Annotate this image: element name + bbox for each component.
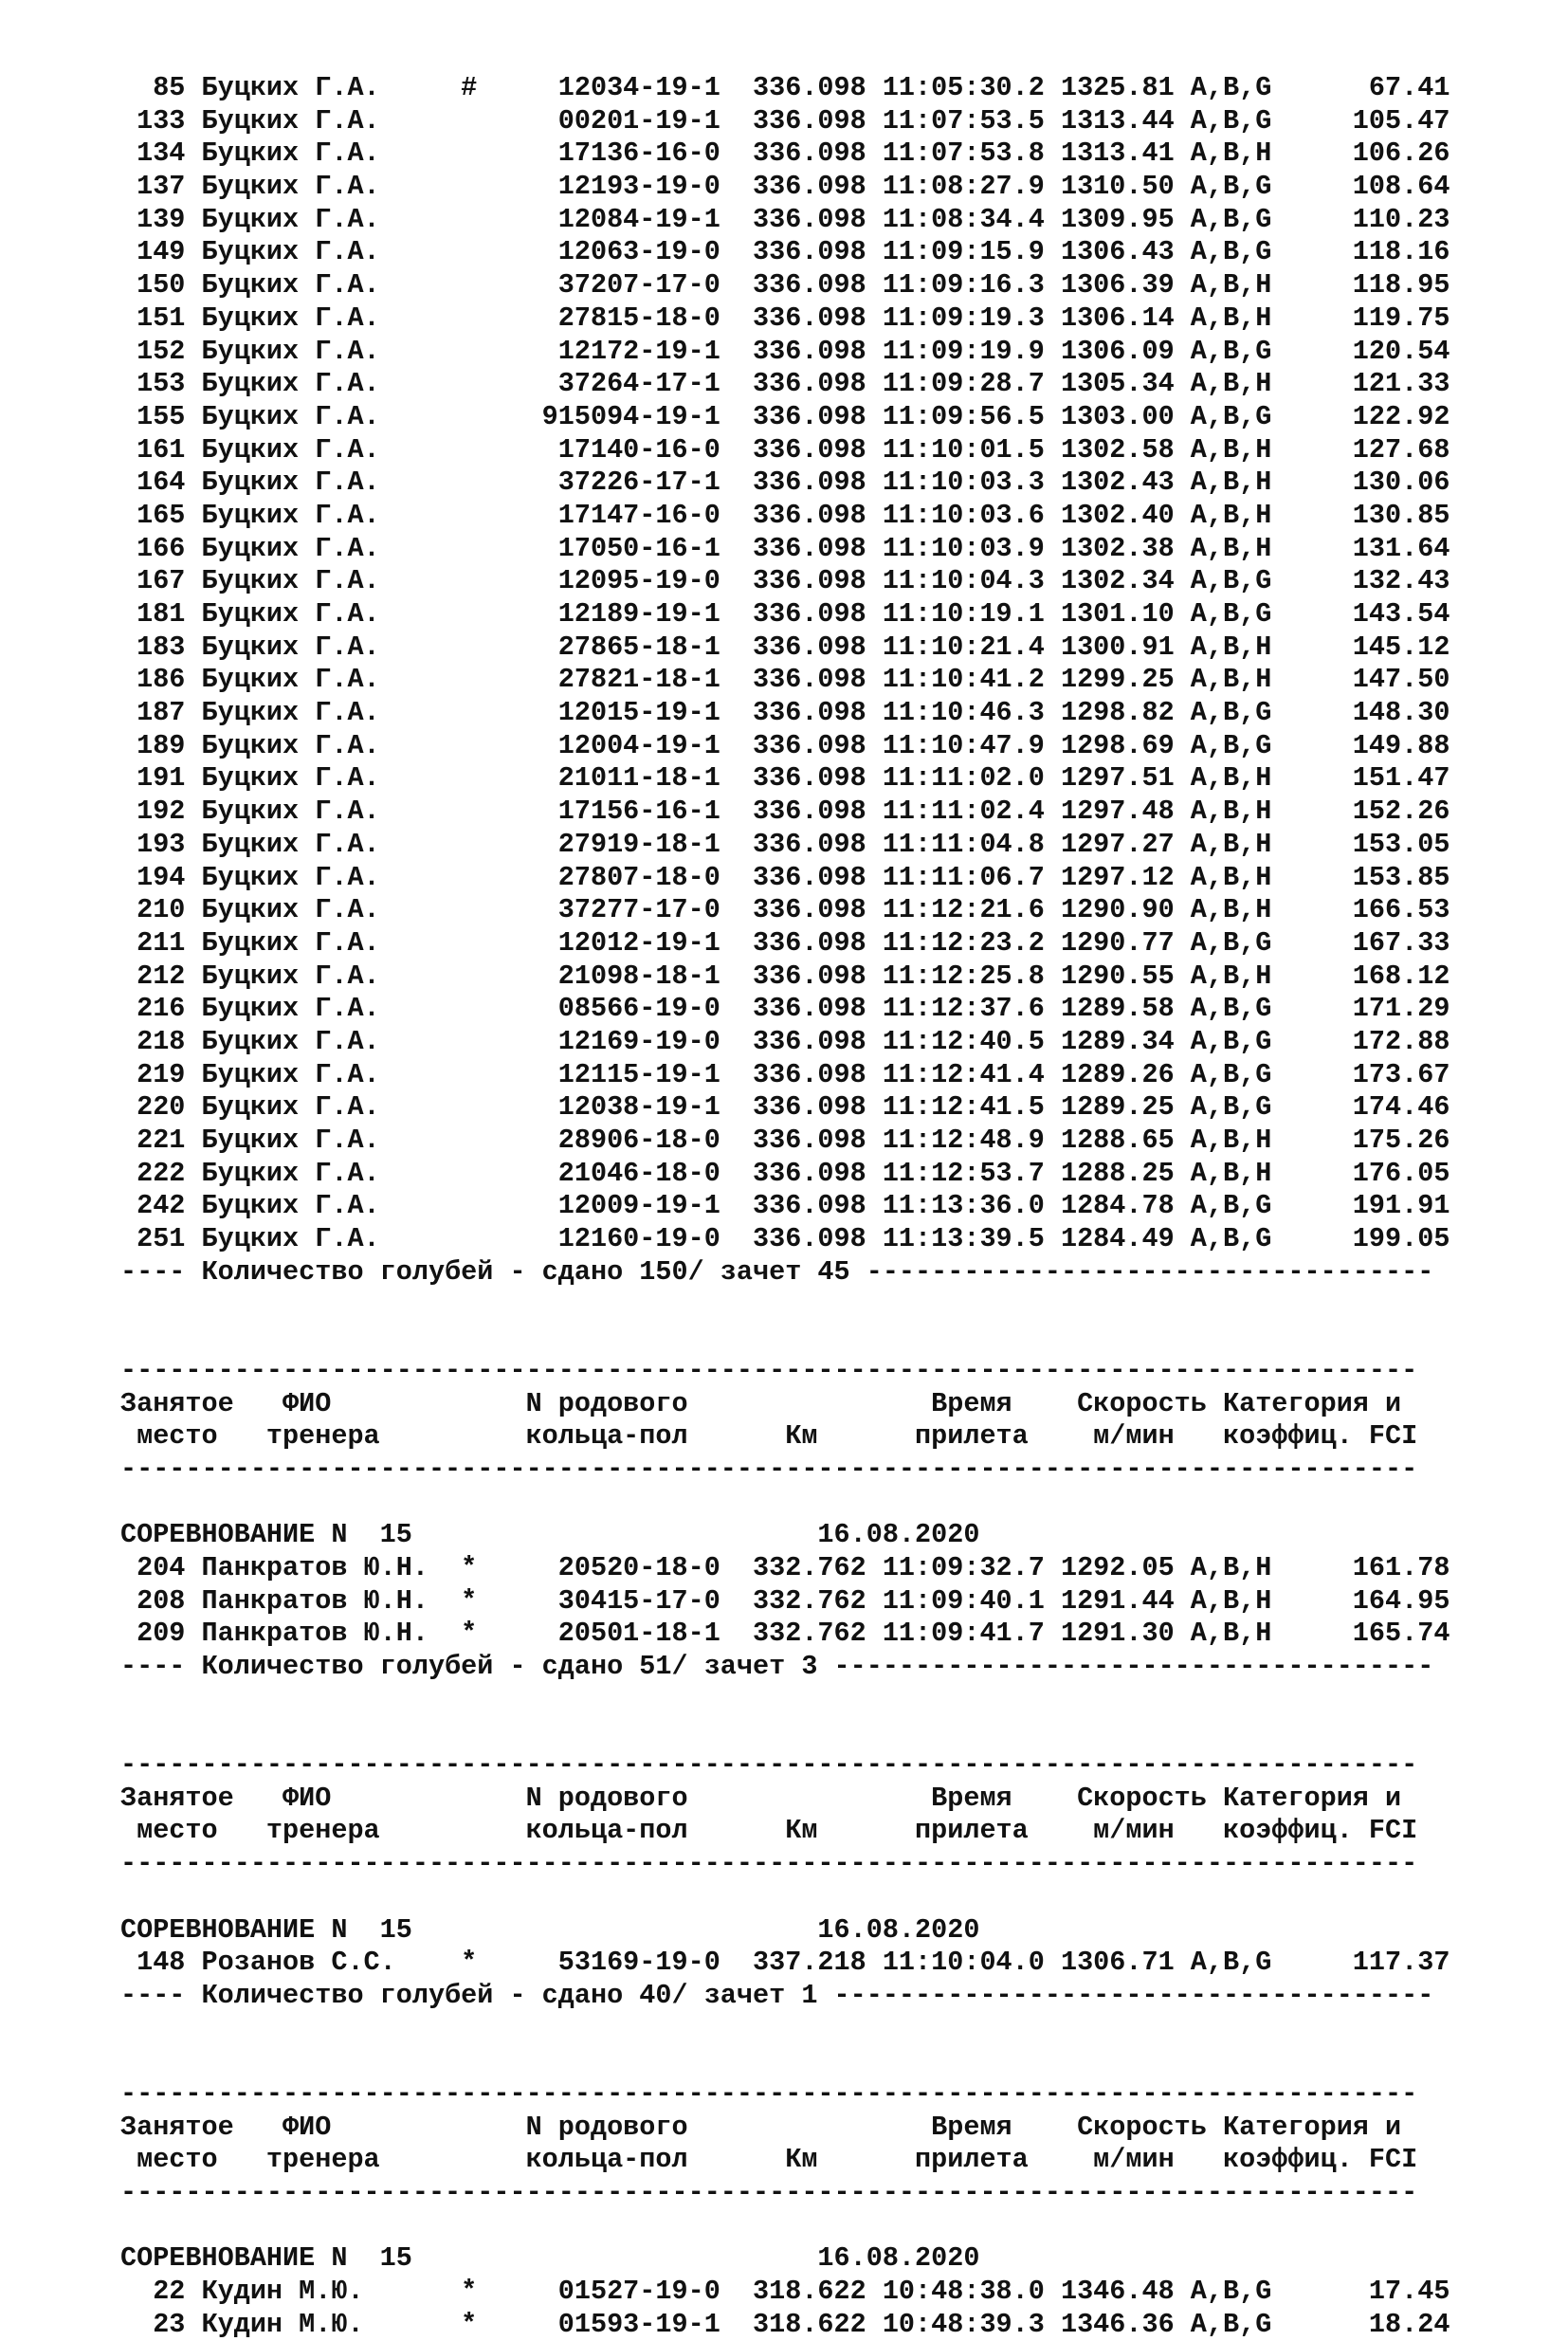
blank-line [120,1289,1542,1322]
column-header-line: Занятое ФИО N родового Время Скорость Категория и [120,1387,1402,1419]
result-row: 192 Буцких Г.А. 17156-16-1 336.098 11:11:02.4 1297.48 A,B,H 152.26 [120,796,1450,828]
result-row: 204 Панкратов Ю.Н. * 20520-18-0 332.762 11:09:32.7 1292.05 A,B,H 161.78 [120,1551,1450,1583]
result-row: 155 Буцких Г.А. 915094-19-1 336.098 11:09:56.5 1303.00 A,B,G 122.92 [120,400,1450,432]
column-header-line: место тренера кольца-пол Км прилета м/мин коэффиц. FCI [120,2144,1418,2176]
result-row: 152 Буцких Г.А. 12172-19-1 336.098 11:09:19.9 1306.09 A,B,G 120.54 [120,335,1450,367]
result-row: 211 Буцких Г.А. 12012-19-1 336.098 11:12:23.2 1290.77 A,B,G 167.33 [120,926,1450,959]
result-row: 210 Буцких Г.А. 37277-17-0 336.098 11:12:21.6 1290.90 A,B,H 166.53 [120,894,1450,926]
result-row: 221 Буцких Г.А. 28906-18-0 336.098 11:12:48.9 1288.65 A,B,H 175.26 [120,1125,1450,1156]
results-printout [120,72,1542,2341]
result-row: 251 Буцких Г.А. 12160-19-0 336.098 11:13:39.5 1284.49 A,B,G 199.05 [120,1223,1450,1255]
blank-line [120,1881,1542,1914]
blank-line [120,2045,1542,2078]
column-header-line: место тренера кольца-пол Км прилета м/мин коэффиц. FCI [120,1420,1418,1453]
result-row: 150 Буцких Г.А. 37207-17-0 336.098 11:09:16.3 1306.39 A,B,H 118.95 [120,269,1450,302]
result-row: 161 Буцких Г.А. 17140-16-0 336.098 11:10:01.5 1302.58 A,B,H 127.68 [120,433,1450,466]
result-row: 181 Буцких Г.А. 12189-19-1 336.098 11:10:19.1 1301.10 A,B,G 143.54 [120,598,1450,630]
section-summary: ---- Количество голубей - сдано 40/ зачет 1 ------------------------------------- [120,1979,1434,2011]
result-row: 189 Буцких Г.А. 12004-19-1 336.098 11:10:47.9 1298.69 A,B,G 149.88 [120,729,1450,761]
blank-line [120,1487,1542,1520]
result-row: 153 Буцких Г.А. 37264-17-1 336.098 11:09:28.7 1305.34 A,B,H 121.33 [120,368,1450,400]
rule-line: -------------------------------------------------------------------------------- [120,2177,1418,2208]
blank-line [120,2210,1542,2243]
section-summary: ---- Количество голубей - сдано 51/ зачет 3 ------------------------------------- [120,1651,1434,1682]
result-row: 187 Буцких Г.А. 12015-19-1 336.098 11:10:46.3 1298.82 A,B,G 148.30 [120,697,1450,729]
rule-line: -------------------------------------------------------------------------------- [120,1453,1418,1485]
result-row: 85 Буцких Г.А. # 12034-19-1 336.098 11:05:30.2 1325.81 A,B,G 67.41 [120,72,1450,103]
result-row: 183 Буцких Г.А. 27865-18-1 336.098 11:10:21.4 1300.91 A,B,H 145.12 [120,631,1450,663]
result-row: 209 Панкратов Ю.Н. * 20501-18-1 332.762 11:09:41.7 1291.30 A,B,H 165.74 [120,1618,1450,1650]
blank-line [120,1322,1542,1355]
rule-line: -------------------------------------------------------------------------------- [120,1848,1418,1880]
column-header-line: Занятое ФИО N родового Время Скорость Категория и [120,2111,1402,2143]
result-row: 23 Кудин М.Ю. * 01593-19-1 318.622 10:48:39.3 1346.36 A,B,G 18.24 [120,2308,1450,2340]
result-row: 134 Буцких Г.А. 17136-16-0 336.098 11:07:53.8 1313.41 A,B,H 106.26 [120,137,1450,170]
competition-title: СОРЕВНОВАНИЕ N 15 16.08.2020 [120,1519,980,1551]
result-row: 148 Розанов С.С. * 53169-19-0 337.218 11:10:04.0 1306.71 A,B,G 117.37 [120,1947,1450,1979]
result-row: 165 Буцких Г.А. 17147-16-0 336.098 11:10:03.6 1302.40 A,B,H 130.85 [120,499,1450,531]
result-row: 149 Буцких Г.А. 12063-19-0 336.098 11:09:15.9 1306.43 A,B,G 118.16 [120,236,1450,268]
result-row: 137 Буцких Г.А. 12193-19-0 336.098 11:08:27.9 1310.50 A,B,G 108.64 [120,171,1450,203]
result-row: 139 Буцких Г.А. 12084-19-1 336.098 11:08:34.4 1309.95 A,B,G 110.23 [120,203,1450,235]
result-row: 208 Панкратов Ю.Н. * 30415-17-0 332.762 11:09:40.1 1291.44 A,B,H 164.95 [120,1584,1450,1617]
result-row: 219 Буцких Г.А. 12115-19-1 336.098 11:12:41.4 1289.26 A,B,G 173.67 [120,1058,1450,1090]
competition-title: СОРЕВНОВАНИЕ N 15 16.08.2020 [120,2242,980,2275]
competition-title: СОРЕВНОВАНИЕ N 15 16.08.2020 [120,1913,980,1946]
result-row: 191 Буцких Г.А. 21011-18-1 336.098 11:11:02.0 1297.51 A,B,H 151.47 [120,762,1450,795]
result-row: 186 Буцких Г.А. 27821-18-1 336.098 11:10:41.2 1299.25 A,B,H 147.50 [120,664,1450,696]
section-summary: ---- Количество голубей - сдано 150/ зачет 45 ----------------------------------- [120,1255,1434,1288]
result-row: 194 Буцких Г.А. 27807-18-0 336.098 11:11:06.7 1297.12 A,B,H 153.85 [120,861,1450,893]
result-row: 193 Буцких Г.А. 27919-18-1 336.098 11:11:04.8 1297.27 A,B,H 153.05 [120,828,1450,860]
result-row: 222 Буцких Г.А. 21046-18-0 336.098 11:12:53.7 1288.25 A,B,H 176.05 [120,1157,1450,1189]
column-header-line: место тренера кольца-пол Км прилета м/мин коэффиц. FCI [120,1815,1418,1847]
blank-line [120,1684,1542,1717]
result-row: 167 Буцких Г.А. 12095-19-0 336.098 11:10:04.3 1302.34 A,B,G 132.43 [120,565,1450,597]
rule-line: -------------------------------------------------------------------------------- [120,2077,1418,2110]
column-header-line: Занятое ФИО N родового Время Скорость Категория и [120,1782,1402,1814]
result-row: 220 Буцких Г.А. 12038-19-1 336.098 11:12:41.5 1289.25 A,B,G 174.46 [120,1091,1450,1124]
result-row: 166 Буцких Г.А. 17050-16-1 336.098 11:10:03.9 1302.38 A,B,H 131.64 [120,532,1450,564]
result-row: 242 Буцких Г.А. 12009-19-1 336.098 11:13:36.0 1284.78 A,B,G 191.91 [120,1190,1450,1222]
result-row: 133 Буцких Г.А. 00201-19-1 336.098 11:07:53.5 1313.44 A,B,G 105.47 [120,104,1450,137]
rule-line: -------------------------------------------------------------------------------- [120,1354,1418,1386]
result-row: 164 Буцких Г.А. 37226-17-1 336.098 11:10:03.3 1302.43 A,B,H 130.06 [120,466,1450,499]
result-row: 218 Буцких Г.А. 12169-19-0 336.098 11:12:40.5 1289.34 A,B,G 172.88 [120,1025,1450,1057]
result-row: 212 Буцких Г.А. 21098-18-1 336.098 11:12:25.8 1290.55 A,B,H 168.12 [120,960,1450,992]
result-row: 22 Кудин М.Ю. * 01527-19-0 318.622 10:48:38.0 1346.48 A,B,G 17.45 [120,2276,1450,2308]
blank-line [120,2013,1542,2046]
result-row: 216 Буцких Г.А. 08566-19-0 336.098 11:12:37.6 1289.58 A,B,G 171.29 [120,993,1450,1025]
rule-line: -------------------------------------------------------------------------------- [120,1749,1418,1782]
result-row: 151 Буцких Г.А. 27815-18-0 336.098 11:09:19.3 1306.14 A,B,H 119.75 [120,302,1450,334]
blank-line [120,1716,1542,1749]
